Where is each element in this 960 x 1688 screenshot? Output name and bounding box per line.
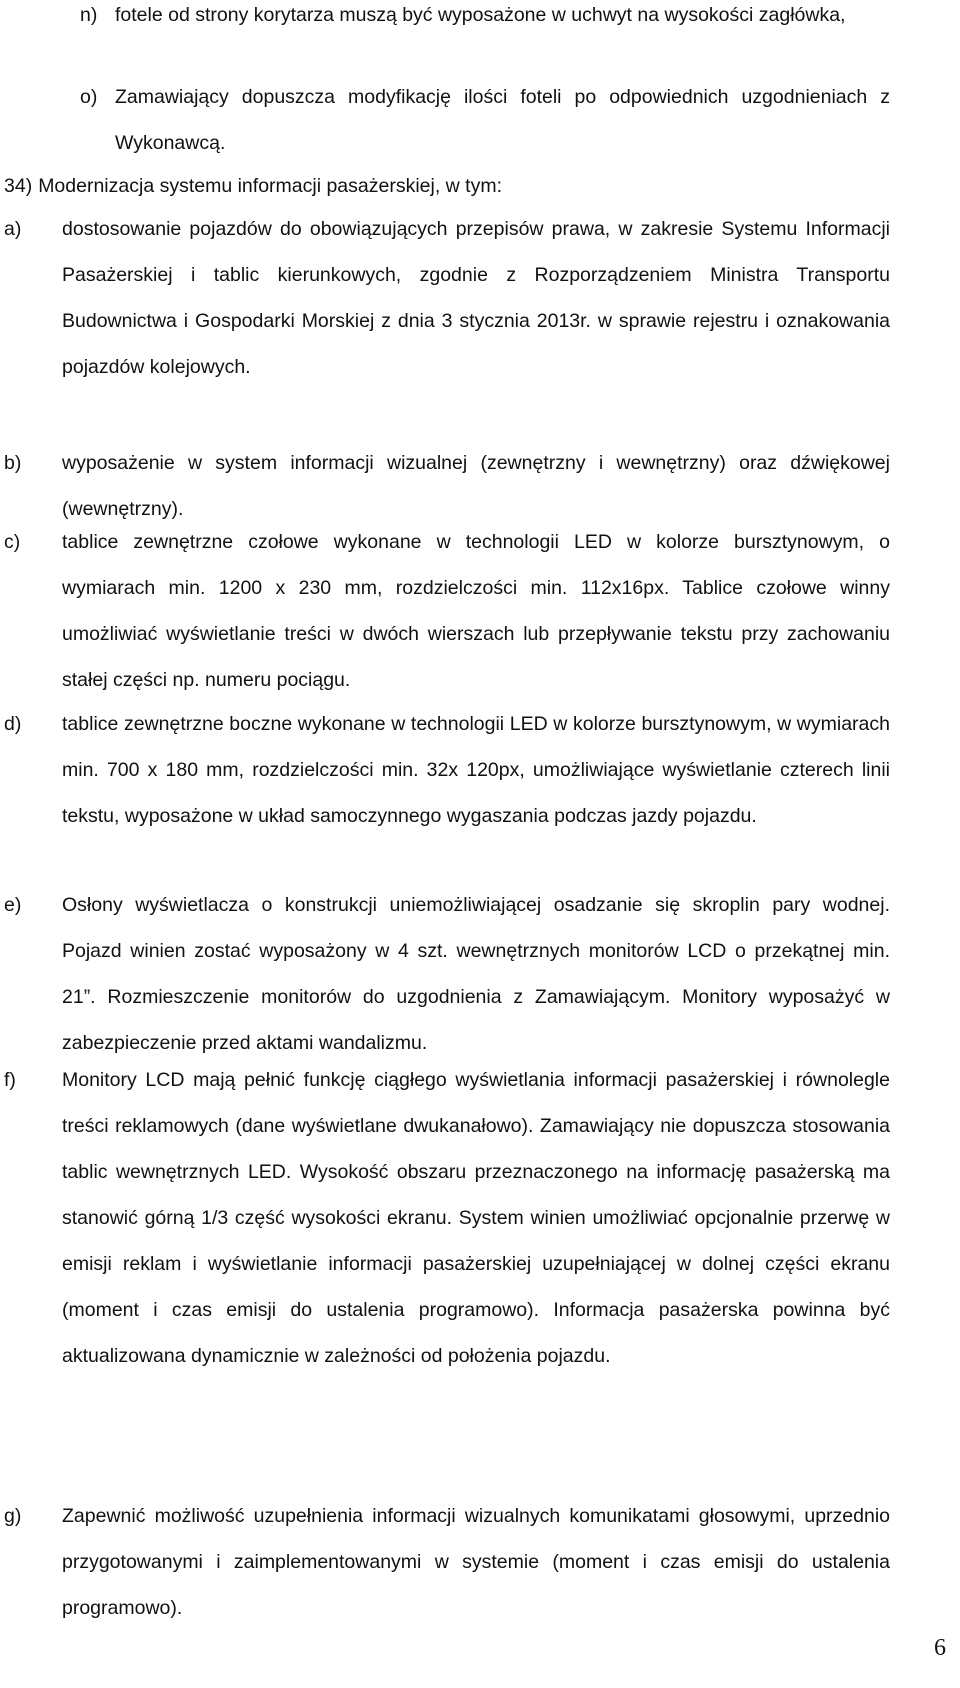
list-item-text: Zapewnić możliwość uzupełnienia informacji wizualnych komunikatami głosowymi, uprzednio przygotowanymi i zaimplementowanymi w systemie (moment i czas emisji do ustalenia programowo). bbox=[62, 1505, 890, 1619]
list-item-o bbox=[80, 74, 890, 166]
list-item-label: o) bbox=[80, 86, 98, 108]
section-number: 34) bbox=[4, 175, 33, 197]
list-item-text: Zamawiający dopuszcza modyfikację ilości foteli po odpowiednich uzgodnieniach z Wykonawcą. bbox=[115, 86, 890, 154]
list-item-label: b) bbox=[4, 452, 22, 474]
list-item-label: a) bbox=[4, 218, 22, 240]
list-item-label: f) bbox=[4, 1069, 16, 1091]
list-item-c bbox=[4, 519, 890, 703]
list-item-text: dostosowanie pojazdów do obowiązujących przepisów prawa, w zakresie Systemu Informacji Pasażerskiej i tablic kierunkowych, zgodnie z Rozporządzeniem Ministra Transportu Budownictwa i Gospodarki Morskiej z dnia 3 stycznia 2013r. w sprawie rejestru i oznakowania pojazdów kolejowych. bbox=[62, 218, 890, 378]
list-item-f bbox=[4, 1057, 890, 1379]
list-item-e bbox=[4, 882, 890, 1066]
section-title: Modernizacja systemu informacji pasażerskiej, w tym: bbox=[38, 175, 502, 197]
list-item-g bbox=[4, 1493, 890, 1631]
list-item-label: e) bbox=[4, 894, 22, 916]
list-item-text: tablice zewnętrzne czołowe wykonane w technologii LED w kolorze bursztynowym, o wymiarach min. 1200 x 230 mm, rozdzielczości min. 112x16px. Tablice czołowe winny umożliwiać wyświetlanie treści w dwóch wierszach lub przepływanie tekstu przy zachowaniu stałej części np. numeru pociągu. bbox=[62, 531, 890, 691]
list-item-text: Monitory LCD mają pełnić funkcję ciągłego wyświetlania informacji pasażerskiej i równolegle treści reklamowych (dane wyświetlane dwukanałowo). Zamawiający nie dopuszcza stosowania tablic wewnętrznych LED. Wysokość obszaru przeznaczonego na informację pasażerską ma stanowić górną 1/3 część wysokości ekranu. System winien umożliwiać opcjonalnie przerwę w emisji reklam i wyświetlanie informacji pasażerskiej uzupełniającej w dolnej części ekranu (moment i czas emisji do ustalenia programowo). Informacja pasażerska powinna być aktualizowana dynamicznie w zależności od położenia pojazdu. bbox=[62, 1069, 890, 1367]
list-item-text: tablice zewnętrzne boczne wykonane w technologii LED w kolorze bursztynowym, w wymiarach min. 700 x 180 mm, rozdzielczości min. 32x 120px, umożliwiające wyświetlanie czterech linii tekstu, wyposażone w układ samoczynnego wygaszania podczas jazdy pojazdu. bbox=[62, 713, 890, 827]
list-item-n bbox=[80, 0, 890, 38]
list-item-text: fotele od strony korytarza muszą być wyposażone w uchwyt na wysokości zagłówka, bbox=[115, 4, 846, 26]
list-item-d bbox=[4, 701, 890, 839]
list-item-label: c) bbox=[4, 531, 21, 553]
list-item-text: wyposażenie w system informacji wizualnej (zewnętrzny i wewnętrzny) oraz dźwiękowej (wewnętrzny). bbox=[62, 452, 890, 520]
list-item-label: g) bbox=[4, 1505, 22, 1527]
page-number: 6 bbox=[934, 1635, 946, 1661]
list-item-a bbox=[4, 206, 890, 390]
list-item-text: Osłony wyświetlacza o konstrukcji uniemożliwiającej osadzanie się skroplin pary wodnej. Pojazd winien zostać wyposażony w 4 szt. wewnętrznych monitorów LCD o przekątnej min. 21”. Rozmieszczenie monitorów do uzgodnienia z Zamawiającym. Monitory wyposażyć w zabezpieczenie przed aktami wandalizmu. bbox=[62, 894, 890, 1054]
list-item-label: n) bbox=[80, 4, 98, 26]
list-item-label: d) bbox=[4, 713, 22, 735]
section-heading bbox=[4, 163, 502, 209]
